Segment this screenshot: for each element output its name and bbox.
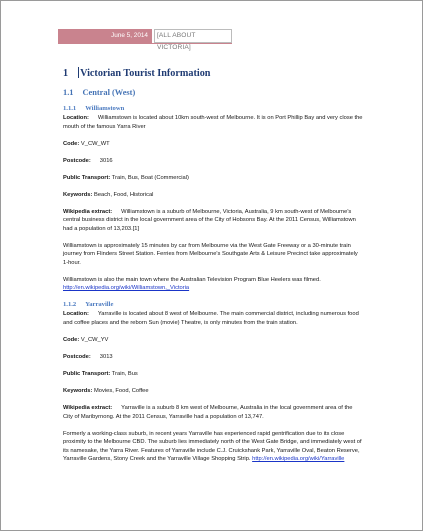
transport-paragraph [63, 174, 363, 183]
postcode-paragraph [63, 157, 363, 166]
wikipedia-text: Yarraville is a suburb 8 km west of Melbourne, Australia in the local government area of the City of Maribyrnong. At the 2011 Census, Yarraville had a population of 13,747. [63, 404, 353, 420]
postcode-paragraph [63, 353, 363, 362]
header-date: June 5, 2014 [58, 29, 152, 43]
location-text: Yarraville is located about 8 west of Melbourne. The main commercial district, including numerous food and coffee places and the reborn Sun (movie) Theatre, is only minutes from the train station. [63, 311, 359, 327]
code-paragraph [63, 336, 363, 345]
keywords-value: Beach, Food, Historical [94, 191, 154, 198]
heading-1 [63, 67, 363, 79]
postcode-value: 3013 [99, 354, 113, 360]
keywords-value: Movies, Food, Coffee [94, 387, 149, 394]
keywords-paragraph [63, 387, 363, 396]
postcode-label: Postcode: [63, 157, 91, 164]
heading-3-number: 1.1.2 [63, 301, 77, 309]
keywords-label: Keywords: [63, 387, 93, 394]
wikipedia-link[interactable]: http://en.wikipedia.org/wiki/Yarraville [252, 456, 345, 463]
code-label: Code: [63, 140, 80, 147]
location-label: Location: [63, 311, 89, 318]
body-paragraph-link [63, 276, 363, 293]
keywords-label: Keywords: [63, 191, 93, 198]
wikipedia-label: Wikipedia extract: [63, 404, 113, 411]
location-paragraph [63, 310, 363, 327]
transport-paragraph [63, 370, 363, 379]
location-text: Williamstown is located about 10km south-west of Melbourne. It is on Port Phillip Bay and very close the mouth of the famous Yarra River [63, 115, 363, 130]
wikipedia-text: Williamstown is a suburb of Melbourne, Victoria, Australia, 9 km south-west of Melbourne's central business district in the local government area of the City of Hobsons Bay. At the 2011 Census, Williamstown had a population of 13,203.[1] [63, 208, 356, 232]
header-title: [ALL ABOUT VICTORIA] [154, 29, 232, 43]
body-paragraph [63, 242, 363, 268]
wikipedia-link[interactable]: http://en.wikipedia.org/wiki/Williamstown,_Victoria [63, 285, 190, 292]
transport-label: Public Transport: [63, 370, 111, 377]
body-text: Williamstown is also the main town where the Australian Television Program Blue Heelers was filmed. [63, 276, 321, 283]
body-text: Williamstown is approximately 15 minutes by car from Melbourne via the West Gate Freeway or a 30-minute train journey from Flinders Street Station. Ferries from Melbourne's Southgate Arts & Leisure Precinct take approximately 1-hour. [63, 242, 358, 266]
wikipedia-label: Wikipedia extract: [63, 208, 113, 215]
code-value: V_CW_WT [80, 140, 110, 147]
transport-value: Train, Bus [111, 370, 138, 377]
header-divider [58, 43, 232, 44]
heading-2 [63, 88, 363, 97]
heading-3-title: Yarraville [85, 301, 114, 309]
location-paragraph [63, 114, 363, 131]
location-label: Location: [63, 115, 89, 121]
transport-label: Public Transport: [63, 174, 111, 181]
heading-3-williamstown [63, 105, 363, 112]
document-body [63, 67, 363, 464]
code-value: V_CW_YV [80, 337, 109, 344]
postcode-label: Postcode: [63, 354, 91, 360]
heading-3-number: 1.1.1 [63, 105, 77, 112]
postcode-value: 3016 [99, 157, 113, 164]
wikipedia-paragraph [63, 208, 363, 234]
heading-1-title: Victorian Tourist Information [80, 68, 211, 79]
heading-2-number: 1.1 [63, 88, 74, 97]
heading-3-title: Williamstown [85, 105, 125, 112]
keywords-paragraph [63, 191, 363, 200]
heading-1-number: 1 [63, 68, 69, 79]
body-paragraph-link [63, 430, 363, 464]
transport-value: Train, Bus, Boat (Commercial) [111, 174, 189, 181]
code-paragraph [63, 140, 363, 149]
heading-3-yarraville [63, 301, 363, 308]
text-cursor [78, 67, 79, 78]
wikipedia-paragraph [63, 404, 363, 421]
code-label: Code: [63, 337, 80, 344]
body-text: Formerly a working-class suburb, in recent years Yarraville has experienced rapid gentrification due to its close proximity to the Melbourne CBD. The suburb lies immediately north of the West Gate Bridge, and immediately west of its namesake, the Yarra River. Features of Yarraville include C.J. Cruickshank Park, Yarraville Oval, Beaton Reserve, Yarraville Gardens, Stony Creek and the Yarraville Village Shopping Strip. [63, 430, 362, 463]
heading-2-title: Central (West) [82, 88, 136, 97]
